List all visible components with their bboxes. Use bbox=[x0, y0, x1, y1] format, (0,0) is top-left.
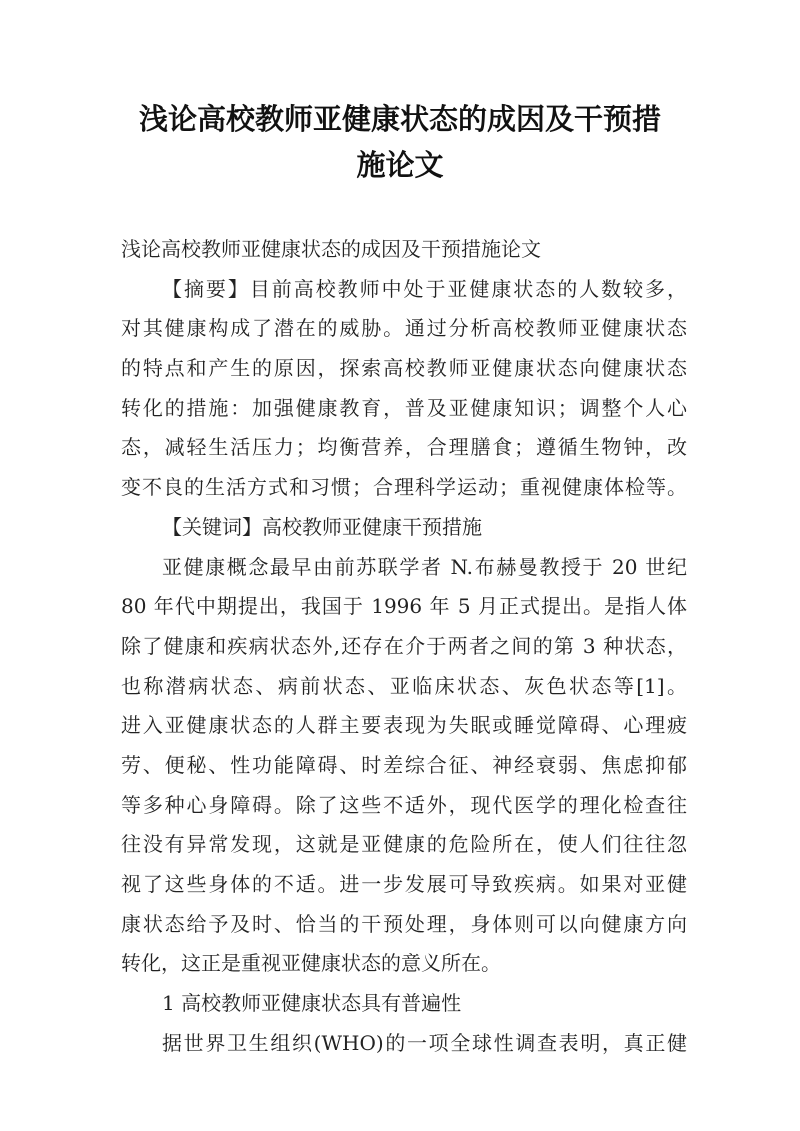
body-line: 也称潜病状态、病前状态、亚临床状态、灰色状态等[1]。 bbox=[121, 673, 687, 698]
abstract-line: 变不良的生活方式和习惯；合理科学运动；重视健康体检等。 bbox=[121, 475, 687, 500]
body-line: 康状态给予及时、恰当的干预处理，身体则可以向健康方向 bbox=[121, 911, 687, 936]
body-line: 往没有异常发现，这就是亚健康的危险所在，使人们往往忽 bbox=[121, 832, 687, 857]
body-line: 等多种心身障碍。除了这些不适外，现代医学的理化检查往 bbox=[121, 792, 687, 817]
title-line-2: 施论文 bbox=[356, 148, 444, 182]
keywords-line: 【关键词】高校教师亚健康干预措施 bbox=[162, 514, 482, 539]
body-line: 进入亚健康状态的人群主要表现为失眠或睡觉障碍、心理疲 bbox=[121, 713, 687, 738]
body-line: 据世界卫生组织(WHO)的一项全球性调查表明，真正健 bbox=[162, 1030, 687, 1055]
section-heading: 1 高校教师亚健康状态具有普遍性 bbox=[162, 991, 462, 1016]
abstract-line: 转化的措施：加强健康教育，普及亚健康知识；调整个人心 bbox=[121, 395, 687, 420]
abstract-line: 【摘要】目前高校教师中处于亚健康状态的人数较多， bbox=[162, 276, 687, 301]
body-line: 除了健康和疾病状态外,还存在介于两者之间的第 3 种状态， bbox=[121, 633, 687, 658]
abstract-line: 的特点和产生的原因，探索高校教师亚健康状态向健康状态 bbox=[121, 356, 687, 381]
body-line: 视了这些身体的不适。进一步发展可导致疾病。如果对亚健 bbox=[121, 872, 687, 896]
abstract-line: 态，减轻生活压力；均衡营养，合理膳食；遵循生物钟，改 bbox=[121, 435, 687, 460]
body-line: 转化，这正是重视亚健康状态的意义所在。 bbox=[121, 951, 501, 976]
body-line: 亚健康概念最早由前苏联学者 N.布赫曼教授于 20 世纪 bbox=[162, 554, 687, 579]
document-title bbox=[120, 96, 680, 188]
body-line: 浅论高校教师亚健康状态的成因及干预措施论文 bbox=[121, 237, 541, 261]
body-line: 劳、便秘、性功能障碍、时差综合征、神经衰弱、焦虑抑郁 bbox=[121, 752, 687, 777]
body-line: 80 年代中期提出，我国于 1996 年 5 月正式提出。是指人体 bbox=[121, 594, 687, 619]
abstract-line: 对其健康构成了潜在的威胁。通过分析高校教师亚健康状态 bbox=[121, 316, 687, 341]
title-line-1: 浅论高校教师亚健康状态的成因及干预措 bbox=[138, 102, 661, 136]
document-body bbox=[121, 230, 687, 1063]
